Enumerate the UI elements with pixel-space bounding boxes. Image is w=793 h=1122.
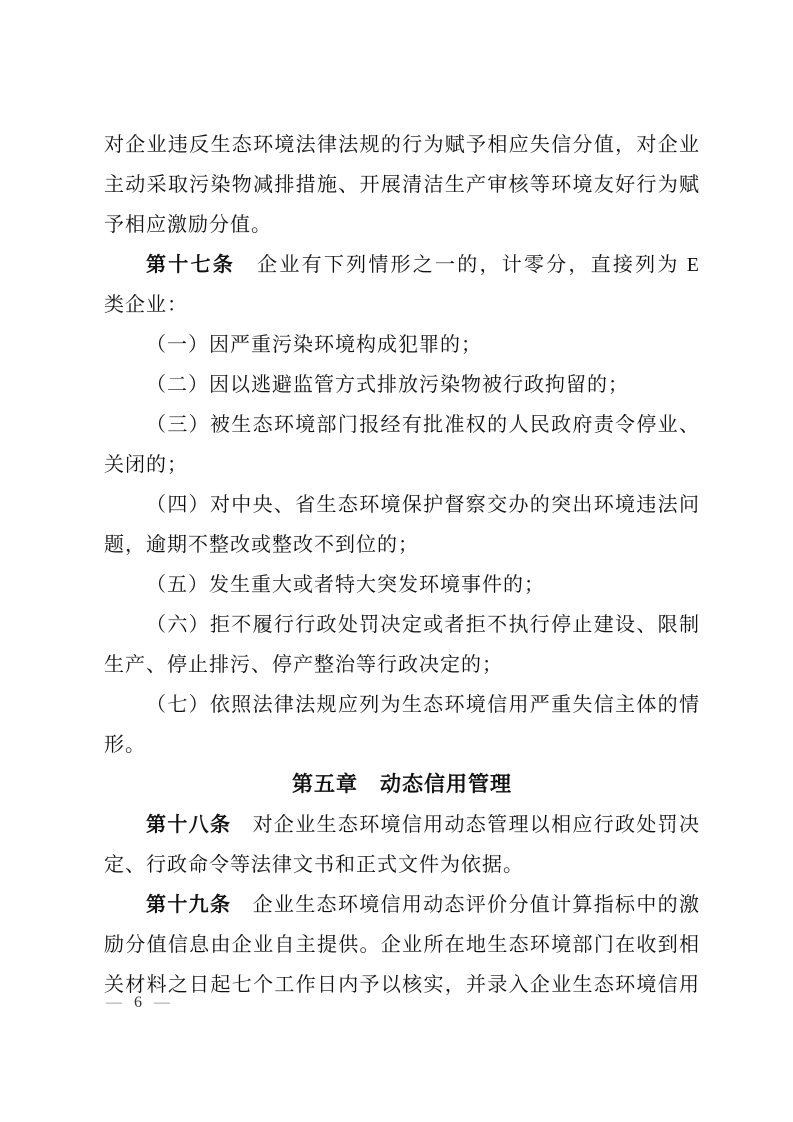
text-line bbox=[104, 605, 700, 645]
text-line bbox=[104, 365, 700, 405]
text-segment: 题，逾期不整改或整改不到位的； bbox=[104, 534, 419, 556]
text-line bbox=[104, 525, 700, 565]
text-line bbox=[104, 245, 700, 285]
text-line bbox=[104, 685, 700, 725]
text-line bbox=[104, 965, 700, 1005]
text-line bbox=[104, 645, 700, 685]
text-segment: （一）因严重污染环境构成犯罪的； bbox=[146, 334, 482, 356]
text-segment: 定、行政命令等法律文书和正式文件为依据。 bbox=[104, 854, 524, 876]
text-line bbox=[104, 805, 700, 845]
text-segment: （五）发生重大或者特大突发环境事件的； bbox=[146, 574, 545, 596]
article-number: 第十七条 bbox=[146, 254, 235, 276]
text-line bbox=[104, 325, 700, 365]
text-line bbox=[104, 565, 700, 605]
text-segment: （四）对中央、省生态环境保护督察交办的突出环境违法问 bbox=[146, 494, 700, 516]
text-segment: 关材料之日起七个工作日内予以核实，并录入企业生态环境信用 bbox=[104, 974, 700, 996]
text-line bbox=[104, 845, 700, 885]
text-line bbox=[104, 405, 700, 445]
text-segment: 对企业生态环境信用动态管理以相应行政处罚决 bbox=[231, 814, 701, 836]
text-segment: 予相应激励分值。 bbox=[104, 214, 272, 236]
text-line bbox=[104, 125, 700, 165]
text-line bbox=[104, 725, 700, 765]
text-line bbox=[104, 485, 700, 525]
article-number: 第十九条 bbox=[146, 894, 232, 916]
text-line bbox=[104, 925, 700, 965]
page-number: 6 bbox=[134, 994, 142, 1011]
text-line bbox=[104, 285, 700, 325]
text-line bbox=[104, 885, 700, 925]
chapter-heading bbox=[104, 765, 700, 805]
text-line bbox=[104, 205, 700, 245]
text-line bbox=[104, 165, 700, 205]
footer-dash-left: — bbox=[106, 994, 122, 1011]
text-segment: （六）拒不履行行政处罚决定或者拒不执行停止建设、限制 bbox=[146, 614, 700, 636]
text-segment: 对企业违反生态环境法律法规的行为赋予相应失信分值，对企业 bbox=[104, 134, 700, 156]
footer-dash-right: — bbox=[154, 994, 170, 1011]
text-segment: （七）依照法律法规应列为生态环境信用严重失信主体的情 bbox=[146, 694, 700, 716]
document-body bbox=[104, 125, 700, 1005]
text-segment: 主动采取污染物减排措施、开展清洁生产审核等环境友好行为赋 bbox=[104, 174, 700, 196]
text-segment: 关闭的； bbox=[104, 454, 188, 476]
text-line bbox=[104, 445, 700, 485]
text-segment: 励分值信息由企业自主提供。企业所在地生态环境部门在收到相 bbox=[104, 934, 700, 956]
article-number: 第五章 动态信用管理 bbox=[292, 773, 512, 796]
text-segment: 企业生态环境信用动态评价分值计算指标中的激 bbox=[231, 894, 701, 916]
text-segment: （二）因以逃避监管方式排放污染物被行政拘留的； bbox=[146, 374, 629, 396]
text-segment: 类企业： bbox=[104, 294, 188, 316]
article-number: 第十八条 bbox=[146, 814, 232, 836]
page-footer bbox=[106, 993, 170, 1013]
text-segment: 生产、停止排污、停产整治等行政决定的； bbox=[104, 654, 503, 676]
text-segment: 企业有下列情形之一的，计零分，直接列为 E bbox=[234, 254, 701, 276]
text-segment: 形。 bbox=[104, 734, 146, 756]
text-segment: （三）被生态环境部门报经有批准权的人民政府责令停业、 bbox=[146, 414, 700, 436]
